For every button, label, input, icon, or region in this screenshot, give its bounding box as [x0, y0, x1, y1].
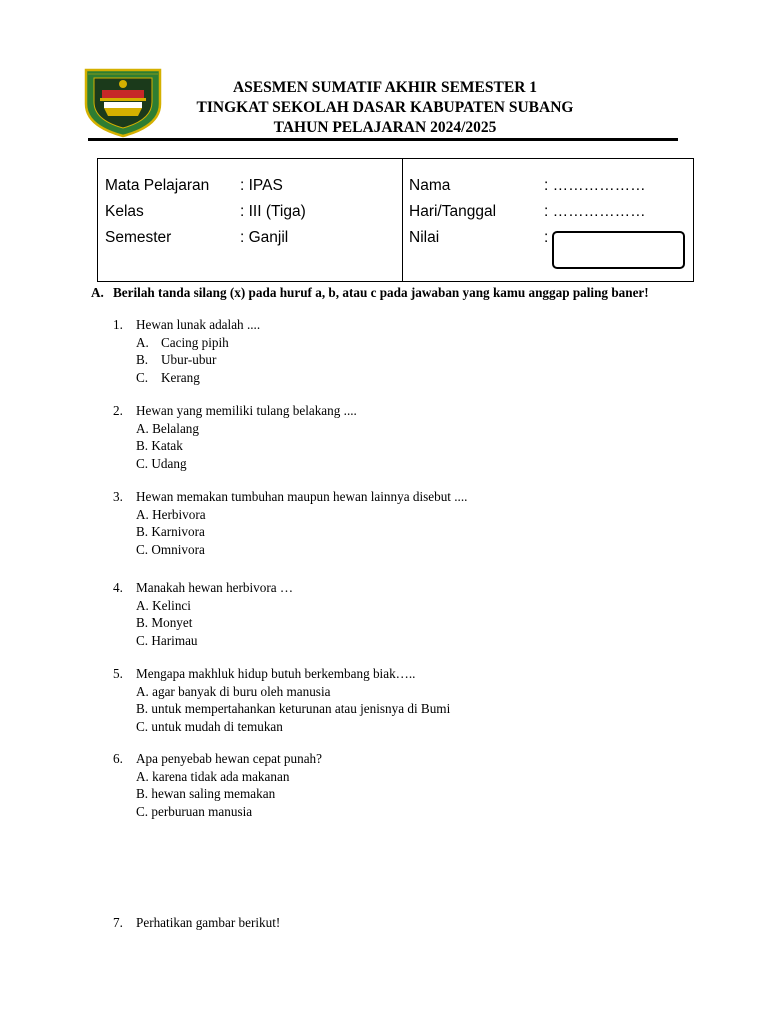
info-box-divider: [402, 159, 403, 281]
semester-label: Semester: [105, 229, 172, 246]
option-a[interactable]: A. agar banyak di buru oleh manusia: [136, 683, 331, 699]
option-b[interactable]: B. Karnivora: [136, 524, 205, 540]
option-b[interactable]: B. Katak: [136, 438, 183, 454]
score-label: Nilai: [409, 229, 440, 246]
option-a[interactable]: A. Kelinci: [136, 597, 191, 613]
header-line-3: TAHUN PELAJARAN 2024/2025: [273, 119, 497, 136]
option-c[interactable]: C. Omnivora: [136, 541, 205, 557]
section-letter: A.: [91, 285, 104, 300]
class-label: Kelas: [105, 203, 144, 220]
name-label: Nama: [409, 177, 451, 194]
question-6: [113, 750, 322, 820]
option-c[interactable]: C. Udang: [136, 455, 187, 471]
class-value: : III (Tiga): [240, 203, 306, 220]
header-line-1: ASESMEN SUMATIF AKHIR SEMESTER 1: [232, 79, 538, 96]
question-stem: Perhatikan gambar berikut!: [136, 915, 281, 930]
option-b[interactable]: B. Monyet: [136, 615, 193, 631]
subject-value: : IPAS: [240, 177, 283, 194]
question-stem: Mengapa makhluk hidup butuh berkembang biak…..: [136, 666, 416, 681]
question-number: 1.: [113, 317, 123, 332]
question-2: [113, 402, 357, 472]
question-number: 7.: [113, 915, 123, 930]
date-label: Hari/Tanggal: [409, 203, 497, 220]
header-line-2: TINGKAT SEKOLAH DASAR KABUPATEN SUBANG: [196, 99, 574, 116]
question-stem: Apa penyebab hewan cepat punah?: [136, 751, 323, 766]
question-stem: Hewan yang memiliki tulang belakang ....: [136, 403, 357, 418]
question-4: [113, 579, 293, 649]
question-7: [113, 914, 280, 932]
date-field[interactable]: : ………………: [544, 203, 646, 220]
option-c[interactable]: C. Kerang: [136, 369, 200, 385]
option-b[interactable]: B. Ubur-ubur: [136, 352, 217, 368]
score-box[interactable]: [552, 231, 685, 269]
header-divider: [88, 138, 678, 141]
name-field[interactable]: : ………………: [544, 177, 646, 194]
question-stem: Hewan lunak adalah ....: [136, 317, 261, 332]
subject-label: Mata Pelajaran: [105, 177, 210, 194]
question-stem: Hewan memakan tumbuhan maupun hewan lainnya disebut ....: [136, 489, 468, 504]
option-b[interactable]: B. untuk mempertahankan keturunan atau jenisnya di Bumi: [136, 701, 451, 717]
question-5: [113, 665, 450, 735]
question-1: [113, 316, 260, 386]
student-info-box: [97, 158, 694, 282]
option-a[interactable]: A. Herbivora: [136, 506, 206, 522]
option-c[interactable]: C. perburuan manusia: [136, 803, 253, 819]
option-b[interactable]: B. hewan saling memakan: [136, 786, 276, 802]
question-3: [113, 488, 467, 558]
exam-header: [150, 78, 620, 138]
question-number: 4.: [113, 580, 123, 595]
question-number: 5.: [113, 666, 123, 681]
question-number: 3.: [113, 489, 123, 504]
question-number: 2.: [113, 403, 123, 418]
section-instruction: [91, 285, 651, 301]
option-c[interactable]: C. untuk mudah di temukan: [136, 718, 283, 734]
option-a[interactable]: A. Belalang: [136, 420, 199, 436]
semester-value: : Ganjil: [240, 229, 289, 246]
instruction-text: Berilah tanda silang (x) pada huruf a, b, atau c pada jawaban yang kamu anggap paling baner!: [113, 285, 649, 300]
score-colon: :: [544, 229, 549, 246]
option-a[interactable]: A. karena tidak ada makanan: [136, 768, 290, 784]
question-stem: Manakah hewan herbivora …: [136, 580, 294, 595]
option-c[interactable]: C. Harimau: [136, 632, 198, 648]
question-number: 6.: [113, 751, 123, 766]
option-a[interactable]: A. Cacing pipih: [136, 334, 229, 350]
